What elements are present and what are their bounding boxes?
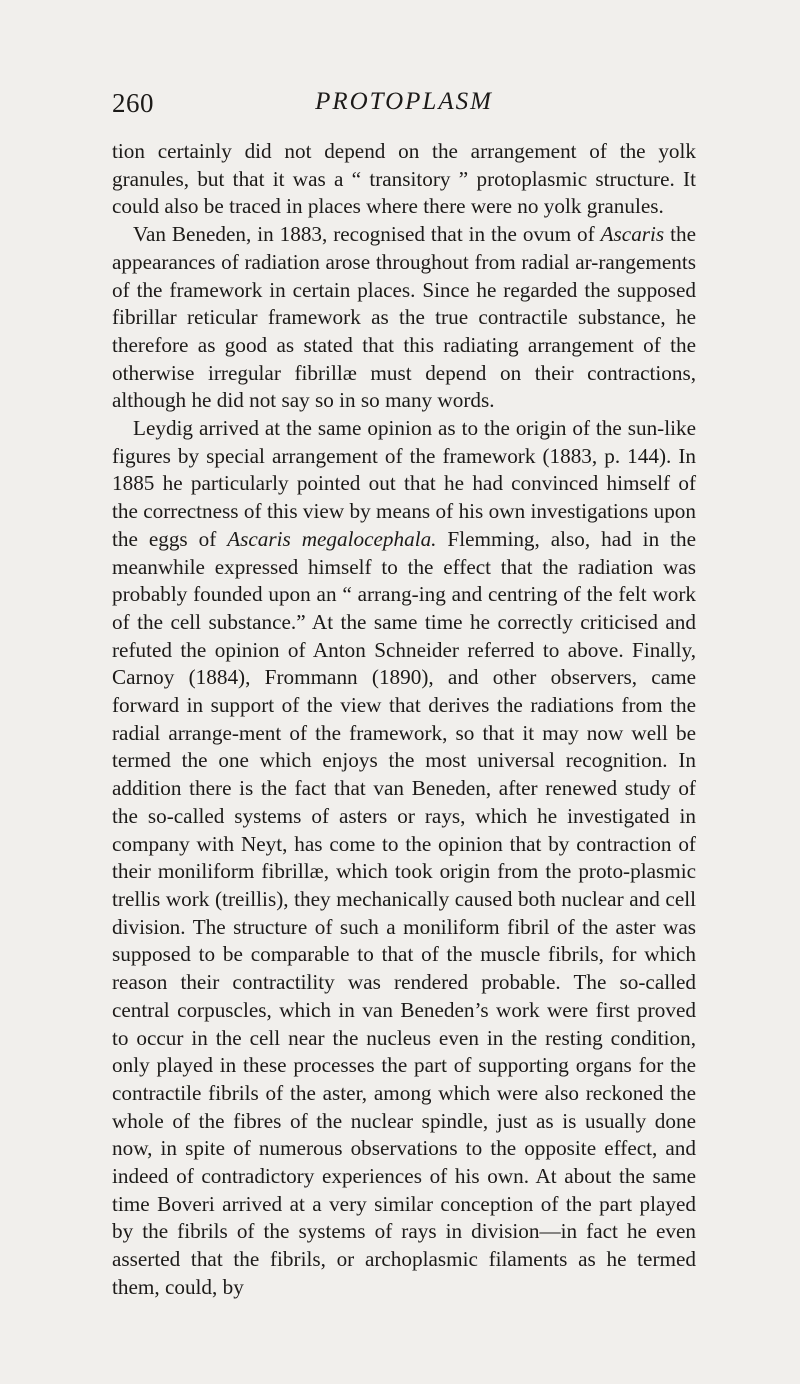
paragraph-van-beneden bbox=[112, 221, 696, 415]
species-name: Ascaris bbox=[600, 222, 665, 247]
paragraph-text-start: Leydig arrived at the same opinion as to the origin of the sun-like figures by special arrangement of the framework (1883, p. 144). In 1885 he particularly pointed out that he had convinced himself of the correctness of this view by means of his own investigations upon the eggs of bbox=[112, 416, 696, 551]
paragraph-continuation bbox=[112, 138, 696, 221]
paragraph-text: tion certainly did not depend on the arrangement of the yolk granules, but that it was a “ transitory ” protoplasmic structure. It could also be traced in places where there were no yolk granules. bbox=[112, 139, 696, 219]
paragraph-text-end: the appearances of radiation arose throughout from radial ar-rangements of the framework in certain places. Since he regarded the supposed fibrillar reticular framework as the true contractile substance, he therefore as good as stated that this radiating arrangement of the otherwise irregular fibrillæ must depend on their contractions, although he did not say so in so many words. bbox=[112, 222, 696, 413]
body-text bbox=[112, 138, 696, 1302]
running-title: PROTOPLASM bbox=[315, 88, 493, 115]
page-number: 260 bbox=[112, 88, 154, 118]
paragraph-leydig bbox=[112, 415, 696, 1302]
paragraph-text-start: Van Beneden, in 1883, recognised that in the ovum of bbox=[133, 222, 601, 247]
species-name: Ascaris megalocephala. bbox=[227, 526, 437, 551]
paragraph-text-end: Flemming, also, had in the meanwhile expressed himself to the effect that the radiation was probably founded upon an “ arrang-ing and centring of the felt work of the cell substance.” At the same time he correctly criticised and refuted the opinion of Anton Schneider referred to above. Finally, Carnoy (1884), Frommann (1890), and other observers, came forward in support of the view that derives the radiations from the radial arrange-ment of the framework, so that it may now well be termed the one which enjoys the most universal recognition. In addition there is the fact that van Beneden, after renewed study of the so-called systems of asters or rays, which he investigated in company with Neyt, has come to the opinion that by contraction of their moniliform fibrillæ, which took origin from the proto-plasmic trellis work (treillis), they mechanically caused both nuclear and cell division. The structure of such a moniliform fibril of the aster was supposed to be comparable to that of the muscle fibrils, for which reason their contractility was rendered probable. The so-called central corpuscles, which in van Beneden’s work were first proved to occur in the cell near the nucleus even in the resting condition, only played in these processes the part of supporting organs for the contractile fibrils of the aster, among which were also reckoned the whole of the fibres of the nuclear spindle, just as is usually done now, in spite of numerous observations to the opposite effect, and indeed of contradictory experiences of his own. At about the same time Boveri arrived at a very similar conception of the part played by the fibrils of the systems of rays in division—in fact he even asserted that the fibrils, or archoplasmic filaments as he termed them, could, by bbox=[112, 526, 696, 1299]
page-header bbox=[112, 88, 696, 128]
